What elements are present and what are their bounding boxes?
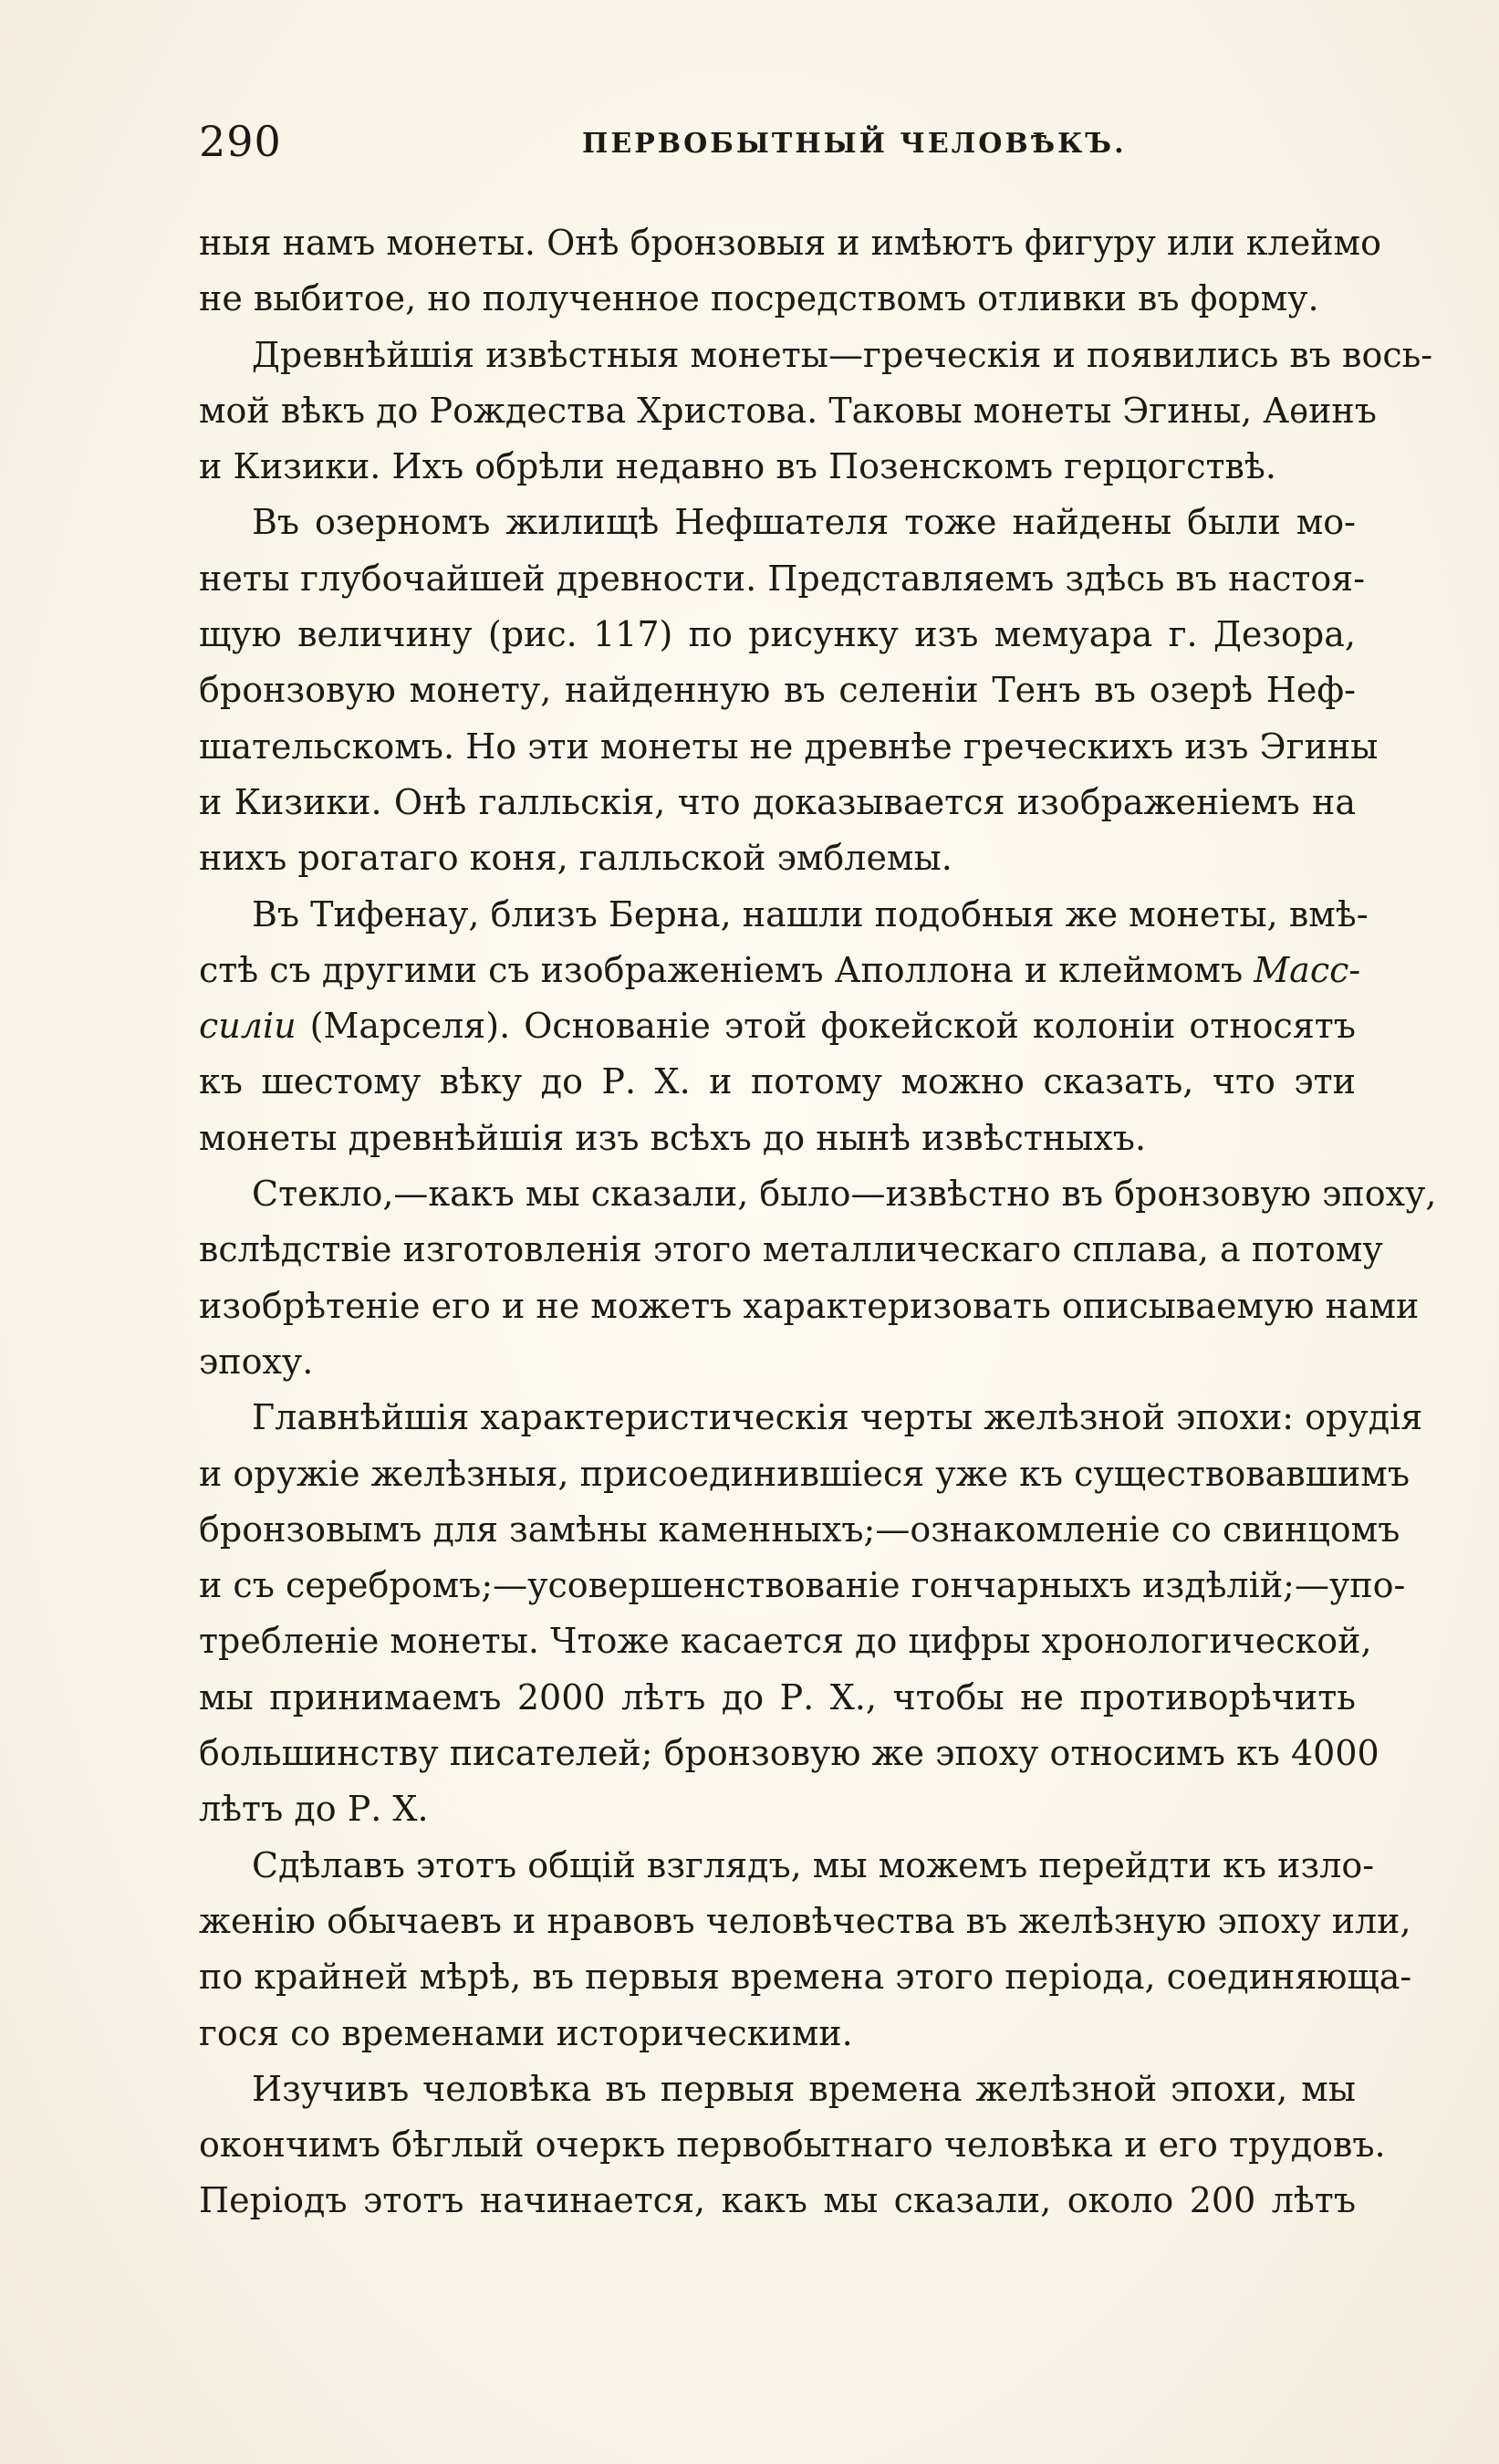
body-text (199, 215, 1437, 2229)
page-header (199, 117, 1356, 172)
running-title: ПЕРВОБЫТНЫЙ ЧЕЛОВѢКЪ. (582, 128, 1127, 160)
page-number: 290 (199, 117, 282, 166)
text-line: монеты древнѣйшія изъ всѣхъ до нынѣ извѣстныхъ. (199, 1117, 1147, 1158)
text-line: мой вѣкъ до Рождества Христова. Таковы монеты Эгины, Аѳинъ (199, 390, 1377, 431)
text-line: и Кизики. Ихъ обрѣли недавно въ Позенскомъ герцогствѣ. (199, 446, 1276, 487)
text-line: Въ Тифенау, близъ Берна, нашли подобныя же монеты, вмѣ- (252, 893, 1369, 934)
text-line: вслѣдствіе изготовленія этого металлическаго сплава, а потому (199, 1229, 1383, 1270)
text-line: изобрѣтеніе его и не можетъ характеризовать описываемую нами (199, 1285, 1420, 1326)
text-line: стѣ съ другими съ изображеніемъ Аполлона и клеймомъ Масс- (199, 949, 1361, 990)
text-line: Древнѣйшія извѣстныя монеты—греческія и появились въ вось- (252, 334, 1433, 375)
text-line: бронзовымъ для замѣны каменныхъ;—ознакомленіе со свинцомъ (199, 1509, 1400, 1550)
text-line: Сдѣлавъ этотъ общій взглядъ, мы можемъ перейдти къ изло- (252, 1844, 1375, 1885)
text-line: большинству писателей; бронзовую же эпоху относимъ къ 4000 (199, 1733, 1379, 1774)
text-line: Стекло,—какъ мы сказали, было—извѣстно въ бронзовую эпоху, (252, 1174, 1437, 1215)
text-line: требленіе монеты. Чтоже касается до цифры хронологической, (199, 1621, 1372, 1662)
text-line: щую величину (рис. 117) по рисунку изъ мемуара г. Дезора, (199, 614, 1356, 655)
text-line: гося со временами историческими. (199, 2012, 853, 2053)
text-line: и оружіе желѣзныя, присоединившіеся уже къ существовавшимъ (199, 1453, 1411, 1494)
text-line: ныя намъ монеты. Онѣ бронзовыя и имѣютъ фигуру или клеймо (199, 223, 1381, 263)
text-line: Главнѣйшія характеристическія черты желѣзной эпохи: орудія (252, 1397, 1423, 1438)
text-line: лѣтъ до Р. Х. (199, 1789, 429, 1830)
text-line: неты глубочайшей древности. Представляемъ здѣсь въ настоя- (199, 558, 1366, 599)
italic-word: Масс (1254, 949, 1349, 990)
text-line: по крайней мѣрѣ, въ первыя времена этого періода, соединяюща- (199, 1957, 1412, 1998)
text-line: бронзовую монету, найденную въ селеніи Тенъ въ озерѣ Неф- (199, 670, 1356, 711)
text-line: къ шестому вѣку до Р. Х. и потому можно сказать, что эти (199, 1061, 1356, 1102)
text-line: Изучивъ человѣка въ первыя времена желѣзной эпохи, мы (252, 2068, 1356, 2109)
text-span: стѣ съ другими съ изображеніемъ Аполлона и клеймомъ (199, 949, 1244, 990)
text-line: и съ серебромъ;—усовершенствованіе гончарныхъ издѣлій;—упо- (199, 1565, 1406, 1606)
italic-word: силіи (199, 1006, 297, 1047)
text-line: не выбитое, но полученное посредствомъ отливки въ форму. (199, 278, 1319, 319)
text-line: Въ озерномъ жилищѣ Нефшателя тоже найдены были мо- (252, 502, 1356, 543)
text-line: и Кизики. Онѣ галльскія, что доказывается изображеніемъ на (199, 781, 1356, 822)
text-line: нихъ рогатаго коня, галльской эмблемы. (199, 838, 952, 879)
text-line: женію обычаевъ и нравовъ человѣчества въ желѣзную эпоху или, (199, 1900, 1411, 1941)
text-line: Періодъ этотъ начинается, какъ мы сказали, около 200 лѣтъ (199, 2180, 1356, 2221)
text-line: мы принимаемъ 2000 лѣтъ до Р. Х., чтобы не противорѣчить (199, 1676, 1356, 1717)
text-line: эпоху. (199, 1341, 314, 1382)
text-span: (Марселя). Основаніе этой фокейской колоніи относятъ (309, 1006, 1356, 1047)
text-line: шательскомъ. Но эти монеты не древнѣе греческихъ изъ Эгины (199, 726, 1379, 767)
text-line: окончимъ бѣглый очеркъ первобытнаго человѣка и его трудовъ. (199, 2125, 1386, 2166)
text-line (199, 998, 1356, 1054)
